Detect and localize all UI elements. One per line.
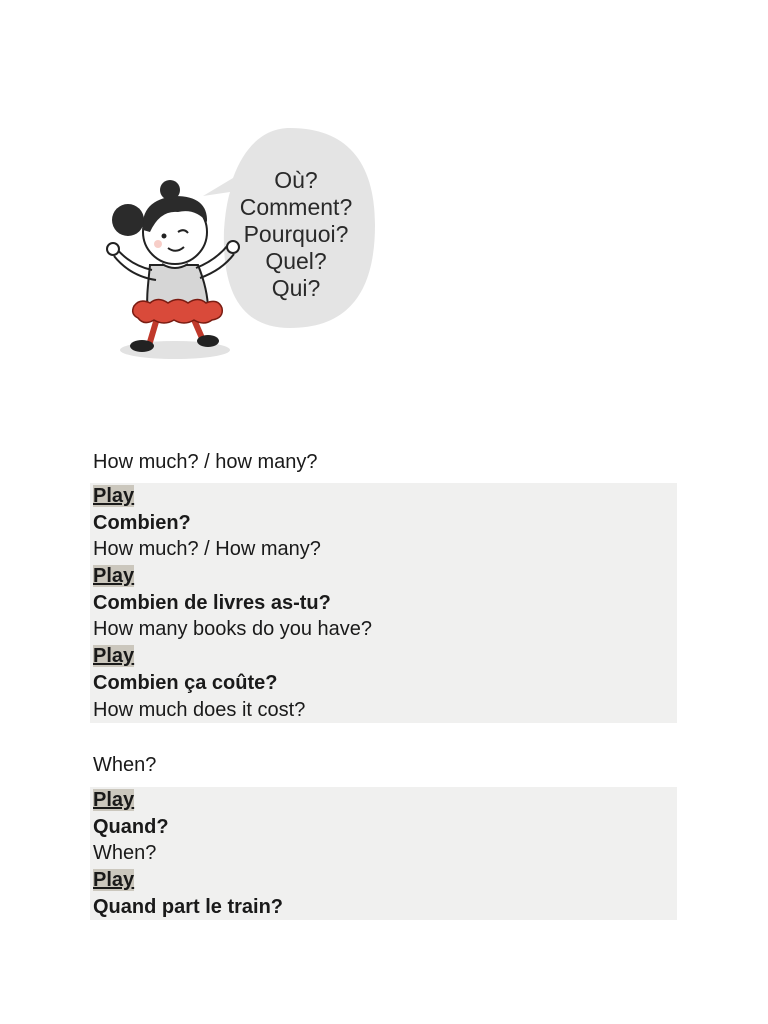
french-phrase: Quand part le train?	[93, 895, 284, 918]
french-phrase: Combien de livres as-tu?	[93, 591, 331, 614]
bubble-word-ou: Où?	[274, 167, 318, 193]
french-phrase: Combien ça coûte?	[93, 671, 278, 694]
french-phrase: Quand?	[93, 815, 169, 838]
french-phrase: Combien?	[93, 511, 191, 534]
english-translation: When?	[93, 842, 157, 865]
play-row	[90, 867, 677, 894]
phrase-panel-how-much	[90, 483, 677, 723]
play-button[interactable]: Play	[93, 645, 135, 668]
play-row	[90, 483, 677, 510]
girl-figure	[107, 180, 239, 359]
play-button[interactable]: Play	[93, 869, 135, 892]
english-translation: How much? / How many?	[93, 538, 321, 561]
play-button[interactable]: Play	[93, 789, 135, 811]
play-button[interactable]: Play	[93, 485, 135, 507]
play-button[interactable]: Play	[93, 565, 135, 588]
section-heading-when: When?	[93, 754, 157, 776]
play-row	[90, 563, 677, 590]
section-heading-how-much: How much? / how many?	[93, 451, 318, 473]
phrase-panel-when	[90, 787, 677, 920]
play-row	[90, 787, 677, 814]
english-translation: How much does it cost?	[93, 698, 306, 721]
question-words-illustration	[100, 120, 390, 370]
bubble-word-quel: Quel?	[265, 248, 327, 274]
bubble-word-qui: Qui?	[271, 275, 321, 301]
english-translation: How many books do you have?	[93, 618, 373, 641]
bubble-word-pourquoi: Pourquoi?	[243, 221, 349, 247]
play-row	[90, 643, 677, 670]
girl-with-speech-bubble-image	[100, 120, 390, 370]
bubble-word-comment: Comment?	[239, 194, 353, 220]
